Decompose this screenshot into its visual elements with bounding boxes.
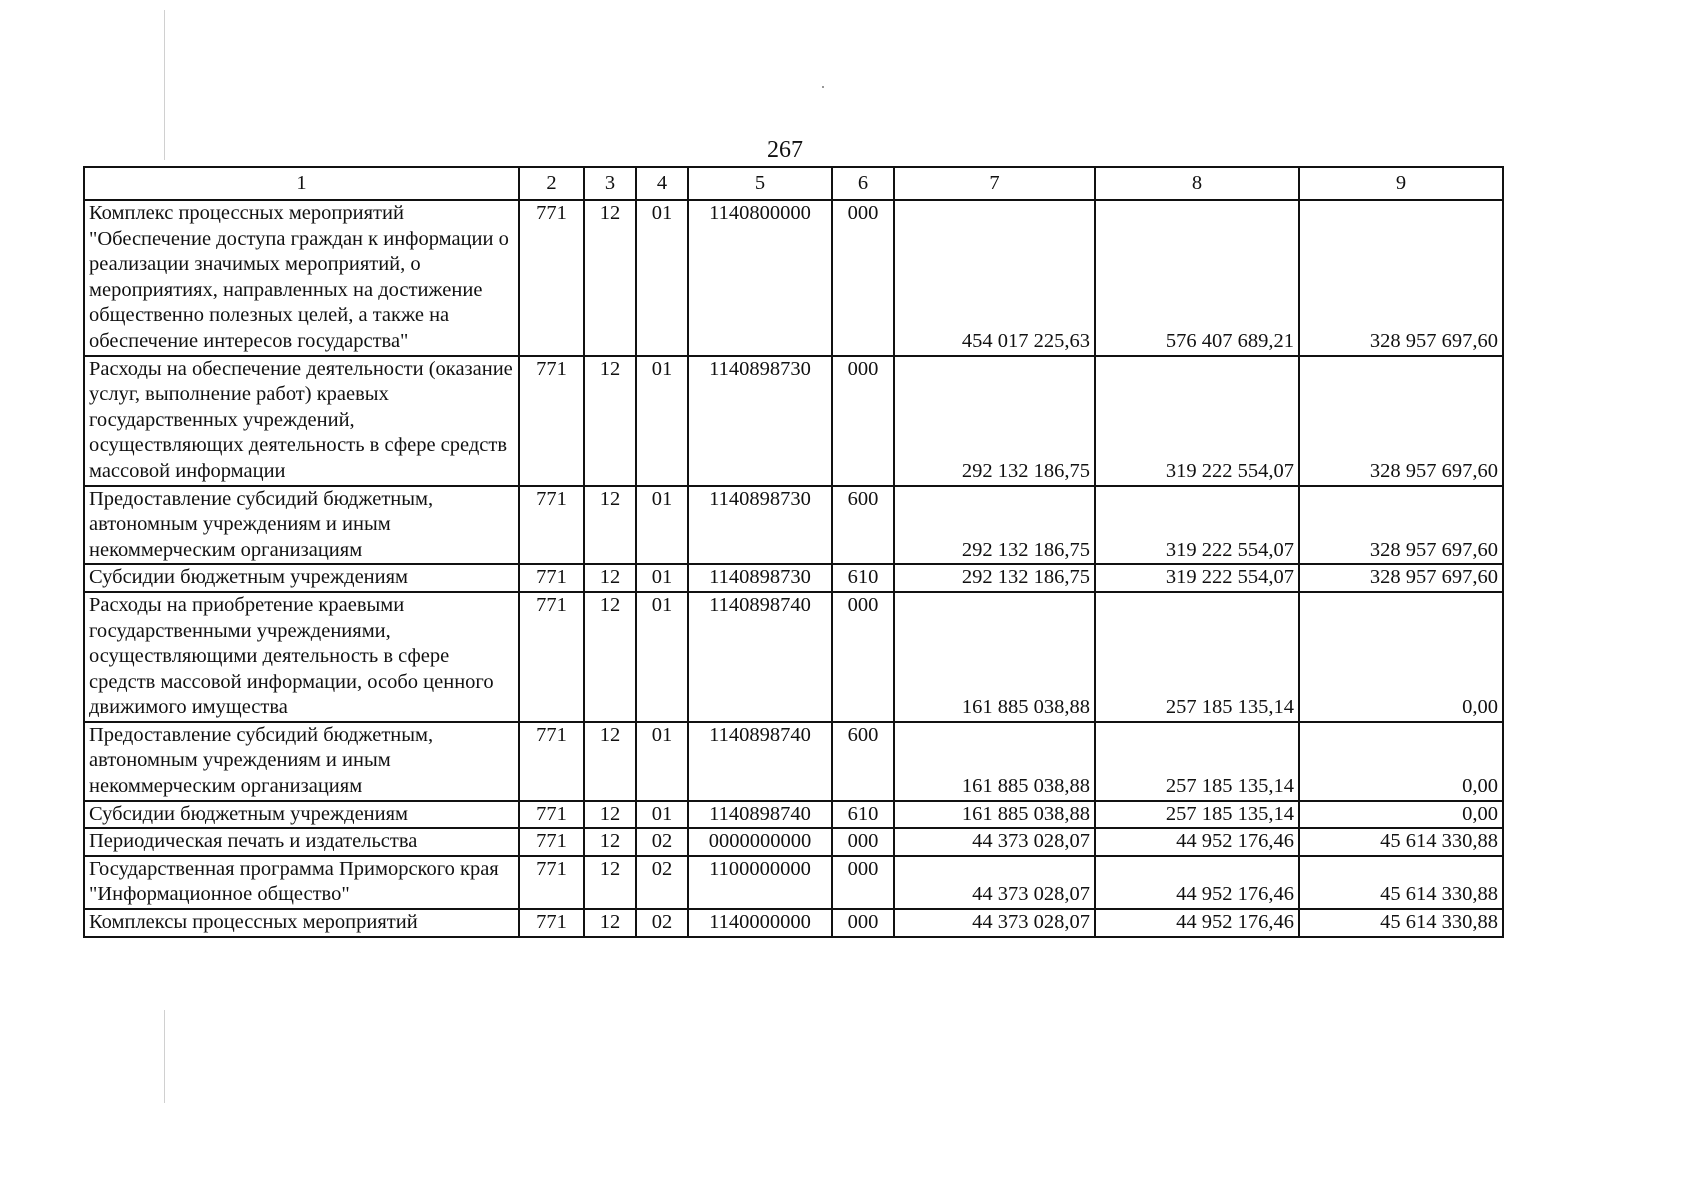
amount-cell: 44 952 176,46 bbox=[1095, 828, 1299, 856]
section-cell: 12 bbox=[584, 909, 636, 937]
column-header: 4 bbox=[636, 167, 688, 200]
target-article-cell: 1140898730 bbox=[688, 564, 832, 592]
amount-cell: 161 885 038,88 bbox=[894, 592, 1095, 722]
target-article-cell: 1100000000 bbox=[688, 856, 832, 909]
code-cell: 771 bbox=[519, 722, 584, 801]
expense-type-cell: 000 bbox=[832, 356, 894, 486]
amount-cell: 319 222 554,07 bbox=[1095, 486, 1299, 565]
target-article-cell: 1140800000 bbox=[688, 200, 832, 356]
amount-cell: 319 222 554,07 bbox=[1095, 564, 1299, 592]
amount-cell: 44 373 028,07 bbox=[894, 828, 1095, 856]
expense-type-cell: 000 bbox=[832, 909, 894, 937]
amount-cell: 44 373 028,07 bbox=[894, 909, 1095, 937]
table-row bbox=[84, 200, 1503, 356]
amount-cell: 161 885 038,88 bbox=[894, 722, 1095, 801]
code-cell: 771 bbox=[519, 486, 584, 565]
section-cell: 12 bbox=[584, 356, 636, 486]
table-body bbox=[84, 167, 1503, 937]
code-cell: 771 bbox=[519, 856, 584, 909]
table-row bbox=[84, 801, 1503, 829]
table-row bbox=[84, 828, 1503, 856]
amount-cell: 44 952 176,46 bbox=[1095, 856, 1299, 909]
table-row bbox=[84, 564, 1503, 592]
target-article-cell: 1140898730 bbox=[688, 486, 832, 565]
amount-cell: 257 185 135,14 bbox=[1095, 592, 1299, 722]
expense-type-cell: 000 bbox=[832, 592, 894, 722]
subsection-cell: 01 bbox=[636, 486, 688, 565]
subsection-cell: 01 bbox=[636, 564, 688, 592]
table-header-row bbox=[84, 167, 1503, 200]
column-header: 3 bbox=[584, 167, 636, 200]
subsection-cell: 01 bbox=[636, 200, 688, 356]
subsection-cell: 02 bbox=[636, 909, 688, 937]
subsection-cell: 01 bbox=[636, 592, 688, 722]
table-row bbox=[84, 356, 1503, 486]
column-header: 6 bbox=[832, 167, 894, 200]
amount-cell: 328 957 697,60 bbox=[1299, 564, 1503, 592]
column-header: 5 bbox=[688, 167, 832, 200]
column-header: 8 bbox=[1095, 167, 1299, 200]
section-cell: 12 bbox=[584, 856, 636, 909]
row-name-cell: Предоставление субсидий бюджетным, автономным учреждениям и иным некоммерческим организациям bbox=[84, 486, 519, 565]
expense-type-cell: 600 bbox=[832, 486, 894, 565]
expense-type-cell: 610 bbox=[832, 564, 894, 592]
amount-cell: 45 614 330,88 bbox=[1299, 909, 1503, 937]
target-article-cell: 1140898740 bbox=[688, 722, 832, 801]
subsection-cell: 01 bbox=[636, 356, 688, 486]
target-article-cell: 0000000000 bbox=[688, 828, 832, 856]
code-cell: 771 bbox=[519, 564, 584, 592]
target-article-cell: 1140898740 bbox=[688, 592, 832, 722]
amount-cell: 0,00 bbox=[1299, 801, 1503, 829]
amount-cell: 44 373 028,07 bbox=[894, 856, 1095, 909]
code-cell: 771 bbox=[519, 592, 584, 722]
row-name-cell: Предоставление субсидий бюджетным, автономным учреждениям и иным некоммерческим организациям bbox=[84, 722, 519, 801]
amount-cell: 161 885 038,88 bbox=[894, 801, 1095, 829]
amount-cell: 319 222 554,07 bbox=[1095, 356, 1299, 486]
subsection-cell: 02 bbox=[636, 856, 688, 909]
page-number: 267 bbox=[767, 137, 803, 163]
code-cell: 771 bbox=[519, 909, 584, 937]
subsection-cell: 01 bbox=[636, 722, 688, 801]
amount-cell: 328 957 697,60 bbox=[1299, 356, 1503, 486]
amount-cell: 328 957 697,60 bbox=[1299, 200, 1503, 356]
target-article-cell: 1140898730 bbox=[688, 356, 832, 486]
expense-type-cell: 000 bbox=[832, 828, 894, 856]
table-row bbox=[84, 856, 1503, 909]
code-cell: 771 bbox=[519, 200, 584, 356]
table-row bbox=[84, 909, 1503, 937]
subsection-cell: 02 bbox=[636, 828, 688, 856]
section-cell: 12 bbox=[584, 564, 636, 592]
column-header: 9 bbox=[1299, 167, 1503, 200]
scan-speck bbox=[822, 86, 824, 88]
expense-type-cell: 000 bbox=[832, 856, 894, 909]
amount-cell: 454 017 225,63 bbox=[894, 200, 1095, 356]
amount-cell: 292 132 186,75 bbox=[894, 564, 1095, 592]
scan-artifact-line bbox=[164, 1010, 165, 1103]
amount-cell: 292 132 186,75 bbox=[894, 356, 1095, 486]
expense-type-cell: 600 bbox=[832, 722, 894, 801]
row-name-cell: Периодическая печать и издательства bbox=[84, 828, 519, 856]
row-name-cell: Субсидии бюджетным учреждениям bbox=[84, 801, 519, 829]
amount-cell: 45 614 330,88 bbox=[1299, 828, 1503, 856]
row-name-cell: Комплексы процессных мероприятий bbox=[84, 909, 519, 937]
amount-cell: 0,00 bbox=[1299, 722, 1503, 801]
amount-cell: 576 407 689,21 bbox=[1095, 200, 1299, 356]
section-cell: 12 bbox=[584, 200, 636, 356]
subsection-cell: 01 bbox=[636, 801, 688, 829]
section-cell: 12 bbox=[584, 722, 636, 801]
row-name-cell: Государственная программа Приморского края "Информационное общество" bbox=[84, 856, 519, 909]
target-article-cell: 1140000000 bbox=[688, 909, 832, 937]
row-name-cell: Расходы на обеспечение деятельности (оказание услуг, выполнение работ) краевых государственных учреждений, осуществляющих деятельность в сфере средств массовой информации bbox=[84, 356, 519, 486]
code-cell: 771 bbox=[519, 356, 584, 486]
amount-cell: 257 185 135,14 bbox=[1095, 722, 1299, 801]
expense-type-cell: 000 bbox=[832, 200, 894, 356]
amount-cell: 292 132 186,75 bbox=[894, 486, 1095, 565]
table-row bbox=[84, 486, 1503, 565]
row-name-cell: Комплекс процессных мероприятий "Обеспечение доступа граждан к информации о реализации значимых мероприятий, о мероприятиях, направленных на достижение общественно полезных целей, а также на обеспечение интересов государства" bbox=[84, 200, 519, 356]
target-article-cell: 1140898740 bbox=[688, 801, 832, 829]
section-cell: 12 bbox=[584, 801, 636, 829]
section-cell: 12 bbox=[584, 828, 636, 856]
column-header: 1 bbox=[84, 167, 519, 200]
budget-table bbox=[83, 166, 1504, 938]
table-row bbox=[84, 722, 1503, 801]
row-name-cell: Расходы на приобретение краевыми государственными учреждениями, осуществляющими деятельность в сфере средств массовой информации, особо ценного движимого имущества bbox=[84, 592, 519, 722]
table-row bbox=[84, 592, 1503, 722]
amount-cell: 257 185 135,14 bbox=[1095, 801, 1299, 829]
amount-cell: 328 957 697,60 bbox=[1299, 486, 1503, 565]
code-cell: 771 bbox=[519, 801, 584, 829]
amount-cell: 0,00 bbox=[1299, 592, 1503, 722]
expense-type-cell: 610 bbox=[832, 801, 894, 829]
amount-cell: 44 952 176,46 bbox=[1095, 909, 1299, 937]
column-header: 7 bbox=[894, 167, 1095, 200]
amount-cell: 45 614 330,88 bbox=[1299, 856, 1503, 909]
section-cell: 12 bbox=[584, 486, 636, 565]
code-cell: 771 bbox=[519, 828, 584, 856]
row-name-cell: Субсидии бюджетным учреждениям bbox=[84, 564, 519, 592]
section-cell: 12 bbox=[584, 592, 636, 722]
column-header: 2 bbox=[519, 167, 584, 200]
